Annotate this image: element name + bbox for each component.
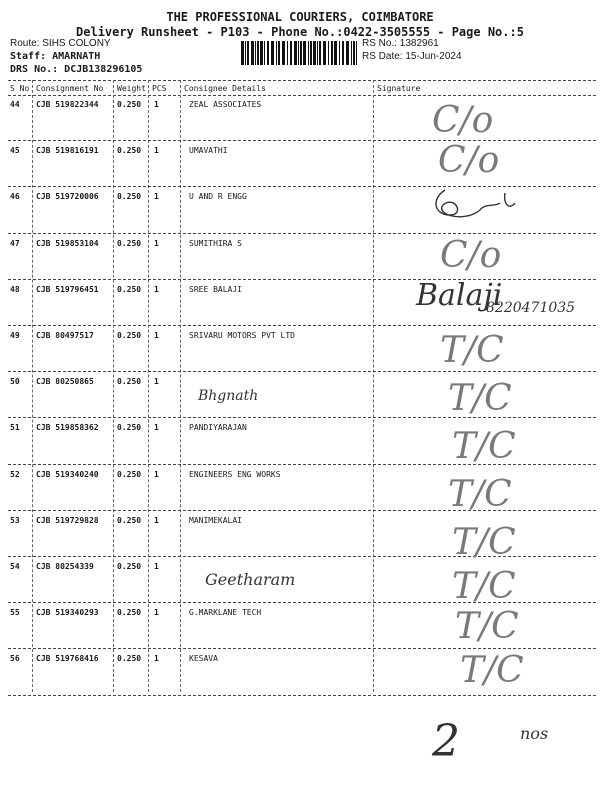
- row-pcs: 1: [154, 608, 159, 618]
- row-sno: 47: [10, 238, 20, 248]
- row-consignee: G.MARKLANE TECH: [189, 608, 262, 618]
- row-sno: 44: [10, 100, 20, 109]
- row-pcs: 1: [154, 377, 159, 387]
- row-sno: 55: [10, 608, 20, 618]
- runsheet-title: THE PROFESSIONAL COURIERS, COIMBATORE: [166, 10, 434, 24]
- row-consignee: ZEAL ASSOCIATES: [189, 100, 262, 109]
- row-sno: 52: [10, 469, 20, 479]
- row-consignment-no: CJB 519340240: [36, 469, 99, 479]
- row-pcs: 1: [154, 562, 159, 571]
- row-consignment-no: CJB 519853104: [36, 238, 99, 248]
- row-consignment-no: CJB 519858362: [36, 423, 99, 433]
- table-header-border: [8, 95, 596, 96]
- row-separator: [8, 371, 596, 372]
- row-weight: 0.250: [117, 469, 142, 479]
- row-pcs: 1: [154, 331, 159, 340]
- row-pcs: 1: [154, 654, 159, 664]
- row-weight: 0.250: [117, 654, 142, 664]
- receiver-name-54: Geetharam: [205, 570, 296, 589]
- row-consignment-no: CJB 519729828: [36, 515, 99, 525]
- signature-56: T/C: [460, 650, 524, 691]
- row-pcs: 1: [154, 192, 159, 202]
- row-pcs: 1: [154, 238, 159, 248]
- row-pcs: 1: [154, 100, 159, 109]
- row-consignee: MANIMEKALAI: [189, 515, 242, 525]
- row-pcs: 1: [154, 423, 159, 433]
- col-sep-2: [113, 80, 114, 692]
- row-pcs: 1: [154, 284, 159, 294]
- row-pcs: 1: [154, 515, 159, 525]
- row-consignment-no: CJB 80254339: [36, 562, 94, 571]
- row-sno: 45: [10, 146, 20, 156]
- row-weight: 0.250: [117, 100, 142, 109]
- barcode-image: [241, 41, 357, 65]
- row-sno: 49: [10, 331, 20, 340]
- col-header-weight: Weight: [117, 84, 146, 93]
- row-consignee: KESAVA: [189, 654, 218, 664]
- row-consignment-no: CJB 80250865: [36, 377, 94, 387]
- row-weight: 0.250: [117, 146, 142, 156]
- row-consignment-no: CJB 519816191: [36, 146, 99, 156]
- signature-48-name: Balaji: [416, 278, 503, 313]
- row-weight: 0.250: [117, 423, 142, 433]
- signature-52: T/C: [448, 474, 512, 515]
- row-separator: [8, 695, 596, 696]
- signature-46-scribble: [425, 185, 525, 230]
- table-top-border: [8, 80, 596, 81]
- signature-51: T/C: [452, 426, 516, 467]
- row-consignee: PANDIYARAJAN: [189, 423, 247, 433]
- row-weight: 0.250: [117, 562, 142, 571]
- rs-date: RS Date: 15-Jun-2024: [362, 51, 462, 62]
- row-sno: 50: [10, 377, 20, 387]
- row-consignee: SUMITHIRA S: [189, 238, 242, 248]
- staff-label: Staff: AMARNATH: [10, 51, 101, 62]
- receiver-name-50: Bhgnath: [198, 388, 259, 404]
- route-label: Route: SIHS COLONY: [10, 38, 111, 49]
- row-weight: 0.250: [117, 331, 142, 340]
- signature-47: C/o: [440, 235, 502, 276]
- row-consignee: ENGINEERS ENG WORKS: [189, 469, 281, 479]
- col-header-signature: Signature: [377, 84, 421, 93]
- signature-44: C/o: [432, 100, 494, 141]
- row-consignment-no: CJB 519796451: [36, 284, 99, 294]
- col-sep-3: [148, 80, 149, 692]
- footer-count: 2: [432, 716, 460, 767]
- signature-49: T/C: [440, 330, 504, 371]
- row-consignment-no: CJB 80497517: [36, 331, 94, 340]
- col-sep-1: [32, 80, 33, 692]
- row-weight: 0.250: [117, 377, 142, 387]
- col-header-consignee: Consignee Details: [184, 84, 266, 93]
- rs-number: RS No.: 1382961: [362, 38, 439, 49]
- drs-number: DRS No.: DCJB138296105: [10, 64, 143, 75]
- runsheet-subtitle: Delivery Runsheet - P103 - Phone No.:0422-3505555 - Page No.:5: [76, 25, 524, 39]
- col-header-sno: S No: [10, 84, 30, 93]
- footer-note: nos: [520, 724, 549, 743]
- row-sno: 48: [10, 284, 20, 294]
- row-consignment-no: CJB 519768416: [36, 654, 99, 664]
- row-consignment-no: CJB 519340293: [36, 608, 99, 618]
- row-pcs: 1: [154, 146, 159, 156]
- row-separator: [8, 279, 596, 280]
- col-header-pcs: PCS: [152, 84, 167, 93]
- row-consignment-no: CJB 519720006: [36, 192, 99, 202]
- col-sep-5: [373, 80, 374, 692]
- signature-50: T/C: [448, 378, 512, 419]
- row-weight: 0.250: [117, 608, 142, 618]
- row-sno: 54: [10, 562, 20, 571]
- row-pcs: 1: [154, 469, 159, 479]
- row-weight: 0.250: [117, 192, 142, 202]
- row-sno: 56: [10, 654, 20, 664]
- row-sno: 46: [10, 192, 20, 202]
- row-consignee: SRIVARU MOTORS PVT LTD: [189, 331, 295, 340]
- row-consignment-no: CJB 519822344: [36, 100, 99, 109]
- row-sno: 51: [10, 423, 20, 433]
- row-separator: [8, 140, 596, 141]
- signature-55: T/C: [455, 606, 519, 647]
- row-sno: 53: [10, 515, 20, 525]
- row-consignee: U AND R ENGG: [189, 192, 247, 202]
- row-separator: [8, 233, 596, 234]
- signature-53: T/C: [452, 522, 516, 563]
- row-weight: 0.250: [117, 515, 142, 525]
- row-separator: [8, 325, 596, 326]
- row-consignee: UMAVATHI: [189, 146, 228, 156]
- row-consignee: SREE BALAJI: [189, 284, 242, 294]
- signature-54: T/C: [452, 566, 516, 607]
- signature-48-phone: 8220471035: [486, 300, 576, 316]
- signature-45: C/o: [438, 140, 500, 181]
- col-sep-4: [180, 80, 181, 692]
- row-weight: 0.250: [117, 284, 142, 294]
- row-weight: 0.250: [117, 238, 142, 248]
- col-header-consignment: Consignment No: [36, 84, 104, 93]
